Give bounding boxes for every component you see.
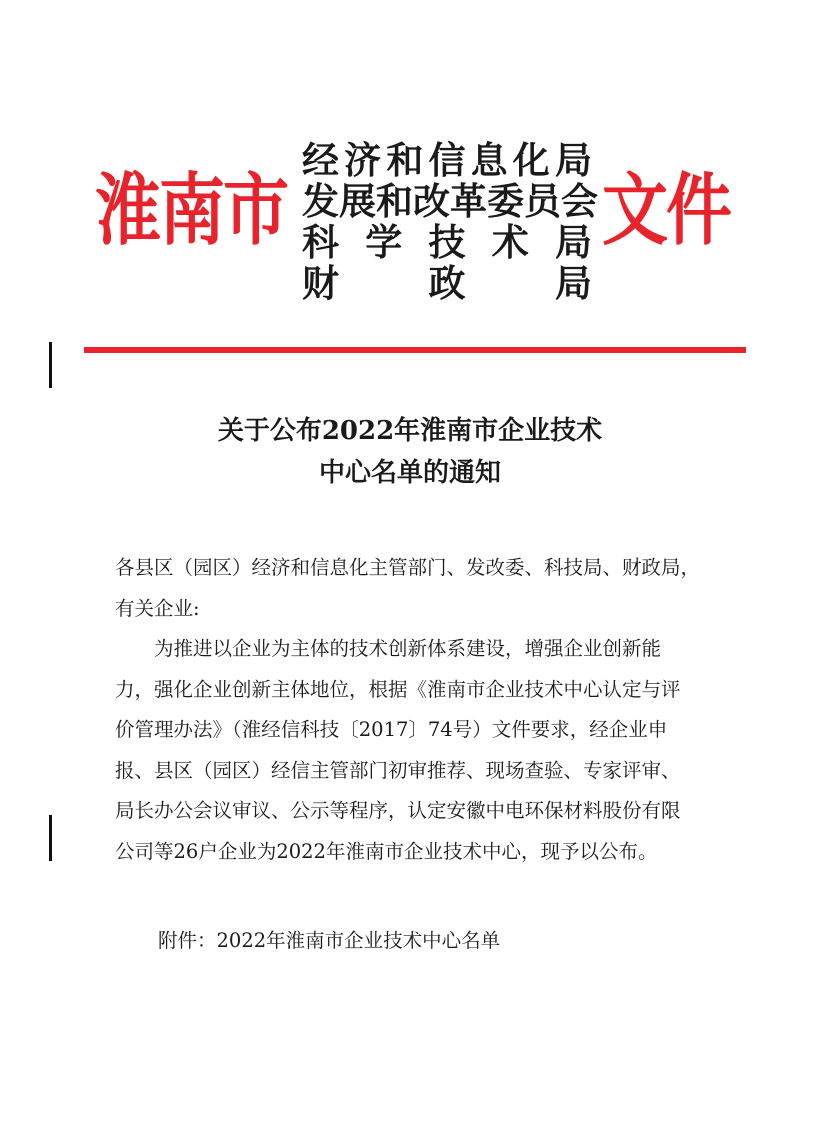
title-line-2: 中心名单的通知 [318,458,501,488]
dept-char: 术 [491,220,529,264]
dept-char: 学 [365,220,403,264]
body-line: 局长办公会议审议、公示等程序，认定安徽中电环保材料股份有限 [115,799,681,822]
red-separator-rule [84,347,746,353]
attachment-note: 附件：2022年淮南市企业技术中心名单 [158,929,501,952]
dept-char: 发 [302,179,339,223]
dept-line-development [302,179,598,223]
dept-char: 信 [428,138,466,182]
scan-binding-mark [49,815,52,861]
dept-char: 局 [555,261,592,305]
dept-char: 展 [339,179,376,223]
body-line: 报、县区（园区）经信主管部门初审推荐、现场查验、专家评审、 [115,758,681,782]
dept-char: 局 [554,138,592,182]
body-paragraph [115,629,715,872]
dept-char: 和 [376,179,413,223]
dept-line-economy [302,140,592,181]
dept-char: 革 [450,179,487,223]
document-title [100,410,720,494]
dept-char: 会 [561,179,598,223]
dept-char: 改 [413,179,450,223]
dept-char: 济 [344,138,382,182]
dept-line-science [302,222,592,263]
dept-char: 息 [470,138,508,182]
dept-char: 科 [302,220,339,264]
issuer-document-label: 文件 [602,165,730,256]
dept-char: 化 [512,138,550,182]
body-line: 力，强化企业创新主体地位，根据《淮南市企业技术中心认定与评 [115,677,681,701]
dept-char: 员 [524,179,561,223]
issuer-city: 淮南市 [95,165,287,256]
dept-char: 财 [302,261,339,305]
issuer-departments [302,138,598,305]
dept-char: 技 [428,220,466,264]
dept-char: 政 [428,261,466,305]
salutation [115,548,715,629]
dept-char: 和 [386,138,424,182]
body-line: 为推进以企业为主体的技术创新体系建设，增强企业创新能 [115,637,662,660]
salutation-line-1: 各县区（园区）经济和信息化主管部门、发改委、科技局、财政局， [115,556,701,579]
scan-binding-mark [49,342,52,388]
dept-char: 局 [555,220,592,264]
dept-char: 委 [487,179,524,223]
body-line: 价管理办法》（淮经信科技〔2017〕74号）文件要求，经企业申 [115,718,668,741]
body-line: 公司等26户企业为2022年淮南市企业技术中心，现予以公布。 [115,839,658,863]
dept-char: 经 [302,138,339,182]
salutation-line-2: 有关企业: [115,596,200,620]
dept-line-finance [302,263,592,304]
title-line-1: 关于公布2022年淮南市企业技术 [217,416,603,446]
